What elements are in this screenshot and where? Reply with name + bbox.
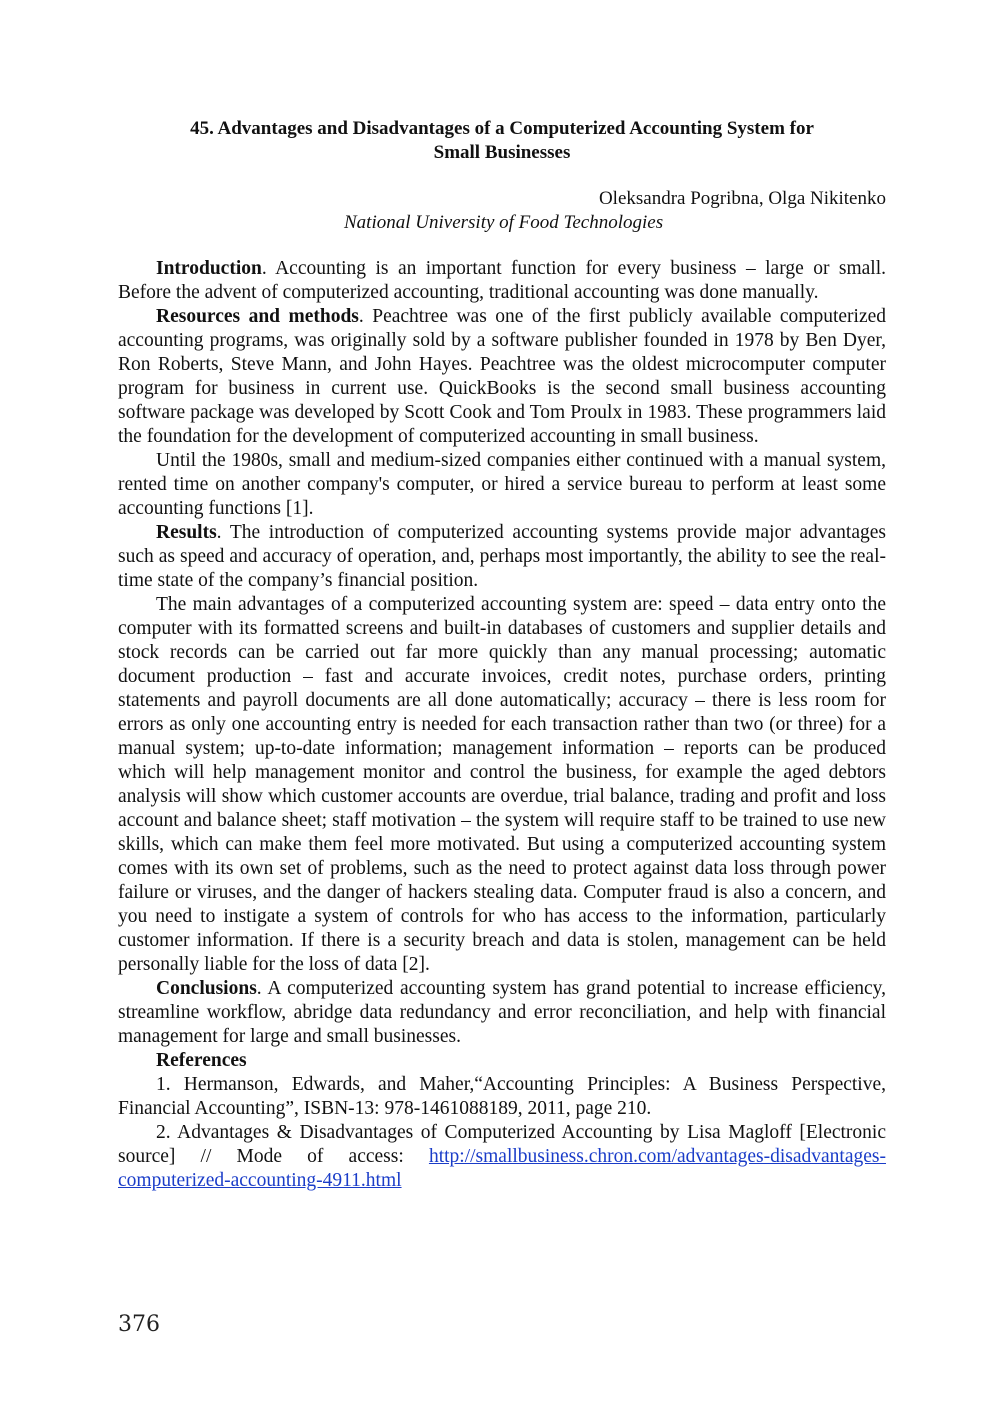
introduction-text: . Accounting is an important function for every business – large or small. Before the advent of computerized accounting, traditional accounting was done manually. (118, 258, 886, 303)
paper-page (118, 117, 886, 1193)
reference-2-link[interactable]: http://smallbusiness.chron.com/advantages-disadvantages-computerized-accounting-4911.html (118, 1146, 886, 1191)
conclusions-text: . A computerized accounting system has grand potential to increase efficiency, streamline workflow, abridge data redundancy and error reconciliation, and help with financial management for large and small businesses. (118, 978, 886, 1047)
reference-2-text: 2. Advantages & Disadvantages of Computerized Accounting by Lisa Magloff [Electronic source] // Mode of access: (118, 1122, 886, 1167)
methods-text: . Peachtree was one of the first publicly available computerized accounting programs, was originally sold by a software publisher founded in 1978 by Ben Dyer, Ron Roberts, Steve Mann, and John Hayes. Peachtree was the oldest microcomputer computer program for business in current use. QuickBooks is the second small business accounting software package was developed by Scott Cook and Tom Proulx in 1983. These programmers laid the foundation for the development of computerized accounting in small business. (118, 306, 887, 447)
authors: Oleksandra Pogribna, Olga Nikitenko (598, 188, 886, 209)
history-paragraph: Until the 1980s, small and medium-sized companies either continued with a manual system, rented time on another company's computer, or hired a service bureau to perform at least some accounting functions [1]. (118, 450, 886, 519)
introduction-paragraph (118, 257, 886, 305)
results-heading: Results (156, 522, 217, 543)
paper-body (118, 257, 886, 1193)
references-heading: References (156, 1050, 247, 1071)
title-line-1: 45. Advantages and Disadvantages of a Computerized Accounting System for (190, 118, 814, 139)
paper-title (118, 117, 886, 165)
results-paragraph (118, 521, 886, 593)
conclusions-paragraph (118, 977, 886, 1049)
reference-1: 1. Hermanson, Edwards, and Maher,“Accounting Principles: A Business Perspective, Financial Accounting”, ISBN-13: 978-1461088189, 2011, page 210. (118, 1074, 886, 1119)
affiliation: National University of Food Technologies (344, 212, 664, 233)
conclusions-heading: Conclusions (156, 978, 257, 999)
methods-paragraph (118, 305, 886, 449)
introduction-heading: Introduction (156, 258, 262, 279)
title-line-2: Small Businesses (433, 142, 571, 163)
methods-heading: Resources and methods (156, 306, 359, 327)
advantages-paragraph: The main advantages of a computerized accounting system are: speed – data entry onto the computer with its formatted screens and built-in databases of customers and supplier details and stock records can be carried out far more quickly than any manual processing; automatic document production – fast and accurate invoices, credit notes, purchase orders, printing statements and payroll documents are all done automatically; accuracy – there is less room for errors as only one accounting entry is needed for each transaction rather than two (or three) for a manual system; up-to-date information; management information – reports can be produced which will help management monitor and control the business, for example the aged debtors analysis will show which customer accounts are overdue, trial balance, trading and profit and loss account and balance sheet; staff motivation – the system will require staff to be trained to use new skills, which can make them feel more motivated. But using a computerized accounting system comes with its own set of problems, such as the need to protect against data loss through power failure or viruses, and the danger of hackers stealing data. Computer fraud is also a concern, and you need to instigate a system of controls for who has access to the information, particularly customer information. If there is a security breach and data is stolen, management can be held personally liable for the loss of data [2]. (118, 594, 886, 975)
page-number: 376 (118, 1312, 160, 1337)
reference-2 (118, 1121, 886, 1193)
results-text: . The introduction of computerized accounting systems provide major advantages such as speed and accuracy of operation, and, perhaps most importantly, the ability to see the real-time state of the company’s financial position. (118, 522, 886, 591)
